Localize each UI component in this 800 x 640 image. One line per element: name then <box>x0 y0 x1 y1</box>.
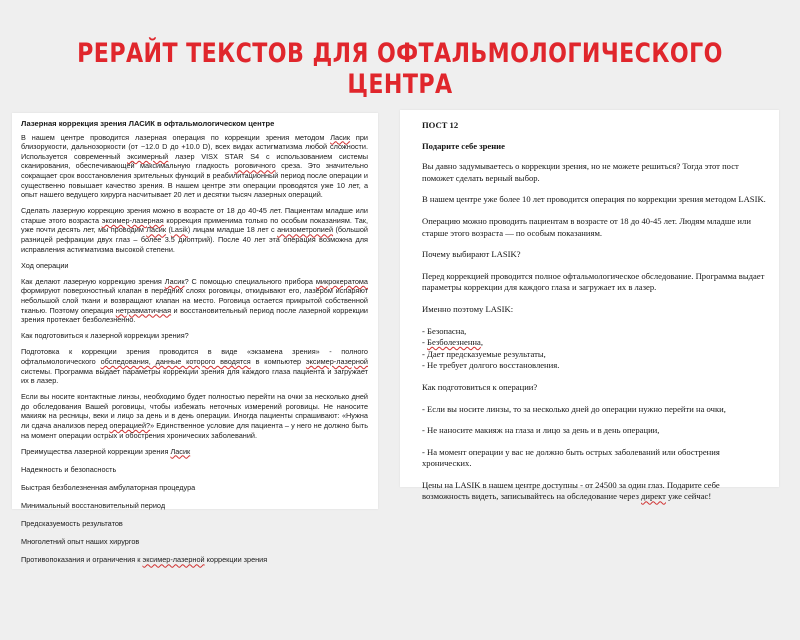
list-item: Предсказуемость результатов <box>21 519 123 529</box>
post-paragraph: Как подготовиться к операции? <box>422 381 538 392</box>
list-item: - На момент операции у вас не должно быть острых заболеваний или обострения хронических. <box>422 446 720 469</box>
paragraph-age: Сделать лазерную коррекцию зрения можно в возрасте от 18 до 40-45 лет. Пациентам младше или старше этого возраста эксимер-лазерная коррекция применима только по особым показаниям. Так, уже почти десять лет, мы проводим Ласик (Lasik) лицам младше 18 лет с анизометропией (большой разницей рефракции двух глаз – более 3.5 диоптрий). После 40 лет эта операция возможна для исправления астигматизма высокой степени. <box>21 206 368 254</box>
list-item: Противопоказания и ограничения к эксимер-лазерной коррекции зрения <box>21 555 268 565</box>
document-title: Лазерная коррекция зрения ЛАСИК в офтальмологическом центре <box>21 119 275 128</box>
post-paragraph-price: Цены на LASIK в нашем центре доступны - от 24500 за один глаз. Подарите себе возможность видеть, записывайтесь на обследование через директ уже сейчас! <box>422 479 720 502</box>
paragraph-preparation: Подготовка к коррекции зрения проводится в виде «экзамена зрения» - полного офтальмологического обследования, данные которого вводятся в компьютер эксимер-лазерной системы. Программа выдает параметры коррекции зрения для каждого глаза пациента и загружает их в лазер. <box>21 347 368 386</box>
post-paragraph: Операцию можно проводить пациентам в возрасте от 18 до 40-45 лет. Людям младше или старше этого возраста — по особым показаниям. <box>422 215 751 238</box>
benefits-list <box>422 326 767 372</box>
list-item: - Безболезненна, <box>422 337 484 348</box>
list-item: - Дает предсказуемые результаты, <box>422 348 546 359</box>
page-title: РЕРАЙТ ТЕКСТОВ ДЛЯ ОФТАЛЬМОЛОГИЧЕСКОГО ЦЕНТРА <box>77 38 723 100</box>
post-heading: Подарите себе зрение <box>422 140 505 151</box>
list-item: - Если вы носите линзы, то за несколько дней до операции нужно перейти на очки, <box>422 403 726 414</box>
list-item: - Безопасна, <box>422 325 467 336</box>
paragraph-intro: В нашем центре проводится лазерная операция по коррекции зрения методом Ласик при близорукости, дальнозоркости (от −12.0 D до +10.0 D), всех видах астигматизма любой сложности. Используется современный эксимерный лазер VISX STAR S4 с использованием системы сканирования, обеспечивающей максимальную гладкость роговичного среза. Это значительно сокращает срок восстановления зрительных функций в реабилитационный период после операции и существенно повышает качество зрения. В нашем центре эти операции проводятся уже 10 лет, а опыт нашего ведущего хирурга насчитывает 20 лет и десятки тысяч лазерных операций. <box>21 132 368 200</box>
post-paragraph: Именно поэтому LASIK: <box>422 303 514 314</box>
rewritten-post-document <box>400 110 779 502</box>
list-item: - Не требует долгого восстановления. <box>422 360 560 371</box>
paragraph-lenses: Если вы носите контактные линзы, необходимо будет полностью перейти на очки за несколько дней до обследования Вашей роговицы, чтобы избежать неточных измерений роговицы. Не наносите макияж на ресницы, веки и лицо за день и в день операции. Иногда пациенты спрашивают: «Нужна ли сдача анализов перед операцией?» Единственное условие для пациента – у него не должно быть на момент операции острых и обострения хронических заболеваний. <box>21 392 368 440</box>
list-item: Преимущества лазерной коррекции зрения Ласик <box>21 446 191 456</box>
list-item: Быстрая безболезненная амбулаторная процедура <box>21 482 196 492</box>
post-label: ПОСТ 12 <box>422 120 459 130</box>
post-paragraph: Вы давно задумываетесь о коррекции зрения, но не можете решиться? Тогда этот пост поможет сделать верный выбор. <box>422 161 739 183</box>
post-paragraph: Перед коррекцией проводится полное офтальмологическое обследование. Программа выдает параметры коррекции для каждого глаза и загружает их в лазер. <box>422 270 765 293</box>
section-heading-procedure: Ход операции <box>21 260 69 270</box>
post-paragraph: В нашем центре уже более 10 лет проводится операция по коррекции зрения методом LASIK. <box>422 194 766 205</box>
list-item: Многолетний опыт наших хирургов <box>21 537 140 547</box>
list-item: - Не наносите макияж на глаза и лицо за день и в день операции, <box>422 425 660 436</box>
list-item: Надежность и безопасность <box>21 464 117 474</box>
list-item: Минимальный восстановительный период <box>21 501 166 510</box>
original-text-document <box>12 113 378 565</box>
paragraph-procedure: Как делают лазерную коррекцию зрения Ласик? С помощью специального прибора микрокератома формируют поверхностный клапан в передних слоях роговицы, откидывают его, лазером испаряют небольшой слой ткани и возвращают клапан на место. Роговица остается прикрытой собственной тканью. Поэтому операция нетравматичная и восстановительный период после лазерной коррекции зрения протекает безболезненно. <box>21 276 368 325</box>
post-paragraph: Почему выбирают LASIK? <box>422 249 521 260</box>
section-heading-preparation: Как подготовиться к лазерной коррекции зрения? <box>21 331 189 341</box>
